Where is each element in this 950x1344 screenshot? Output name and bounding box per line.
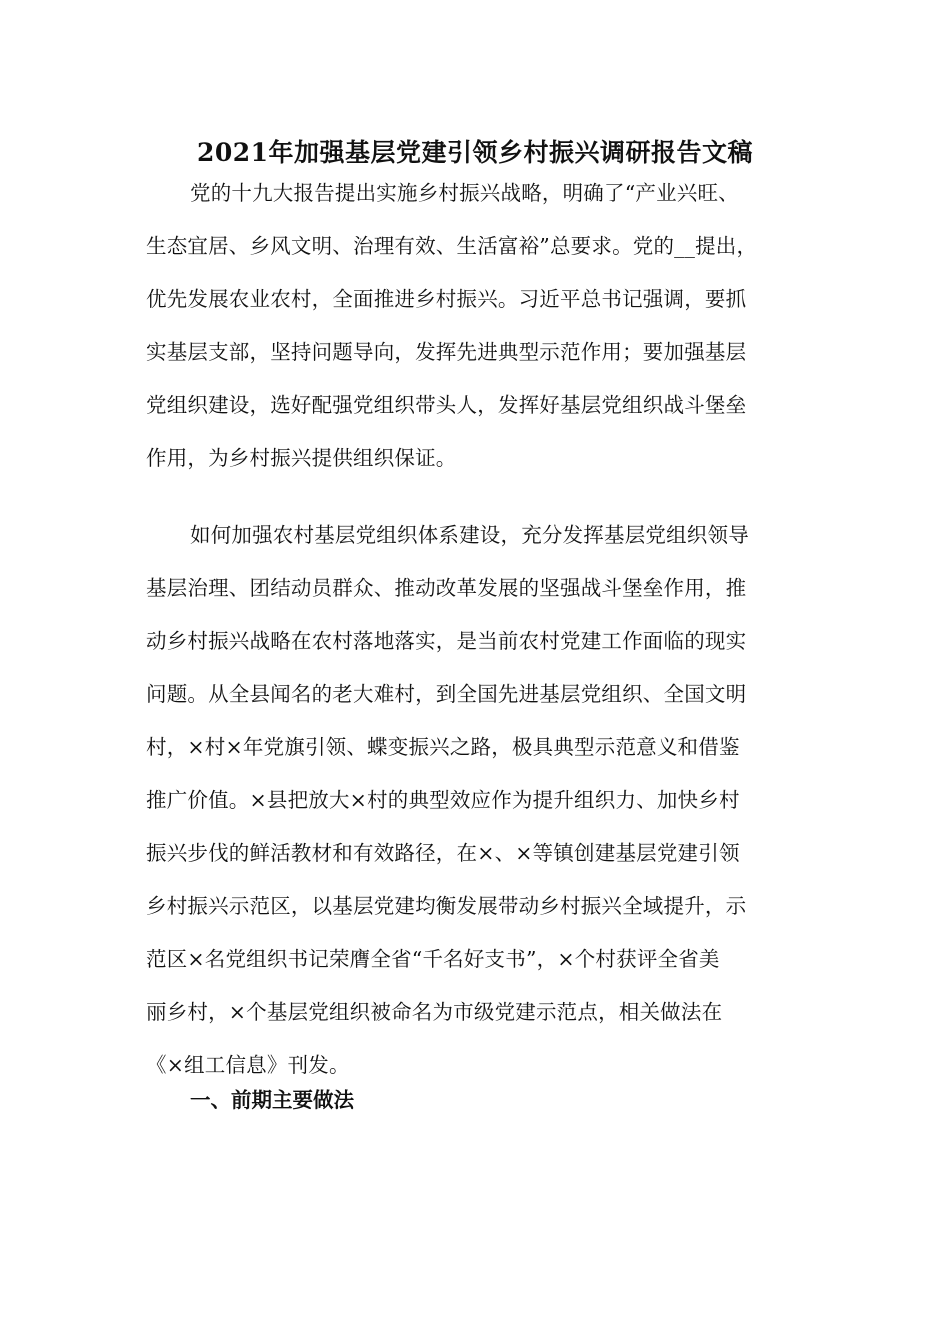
paragraph-line: 村，×村×年党旗引领、蝶变振兴之路，极具典型示范意义和借鉴 bbox=[146, 735, 740, 759]
paragraph-line: 乡村振兴示范区，以基层党建均衡发展带动乡村振兴全域提升，示 bbox=[146, 894, 747, 918]
paragraph-line: 范区×名党组织书记荣膺全省“千名好支书”，×个村获评全省美 bbox=[146, 947, 720, 971]
section-heading: 一、前期主要做法 bbox=[190, 1088, 354, 1112]
paragraph-line: 丽乡村，×个基层党组织被命名为市级党建示范点，相关做法在 bbox=[146, 1000, 723, 1024]
paragraph-line: 作用，为乡村振兴提供组织保证。 bbox=[146, 446, 457, 470]
paragraph-line: 党组织建设，选好配强党组织带头人，发挥好基层党组织战斗堡垒 bbox=[146, 393, 747, 417]
document-title: 2021年加强基层党建引领乡村振兴调研报告文稿 bbox=[196, 138, 754, 167]
paragraph-line: 问题。从全县闻名的老大难村，到全国先进基层党组织、全国文明 bbox=[146, 682, 747, 706]
paragraph-background bbox=[146, 509, 806, 1092]
paragraph-line: 优先发展农业农村，全面推进乡村振兴。习近平总书记强调，要抓 bbox=[146, 287, 747, 311]
paragraph-line: 动乡村振兴战略在农村落地落实，是当前农村党建工作面临的现实 bbox=[146, 629, 747, 653]
paragraph-line: 生态宜居、乡风文明、治理有效、生活富裕”总要求。党的__提出， bbox=[146, 234, 758, 258]
paragraph-line: 《×组工信息》刊发。 bbox=[146, 1053, 350, 1077]
paragraph-line: 基层治理、团结动员群众、推动改革发展的坚强战斗堡垒作用，推 bbox=[146, 576, 747, 600]
paragraph-intro bbox=[146, 167, 806, 485]
paragraph-line: 党的十九大报告提出实施乡村振兴战略，明确了“产业兴旺、 bbox=[190, 181, 739, 205]
paragraph-line: 如何加强农村基层党组织体系建设，充分发挥基层党组织领导 bbox=[190, 523, 749, 547]
paragraph-line: 振兴步伐的鲜活教材和有效路径，在×、×等镇创建基层党建引领 bbox=[146, 841, 740, 865]
paragraph-line: 实基层支部，坚持问题导向，发挥先进典型示范作用；要加强基层 bbox=[146, 340, 747, 364]
paragraph-line: 推广价值。×县把放大×村的典型效应作为提升组织力、加快乡村 bbox=[146, 788, 740, 812]
